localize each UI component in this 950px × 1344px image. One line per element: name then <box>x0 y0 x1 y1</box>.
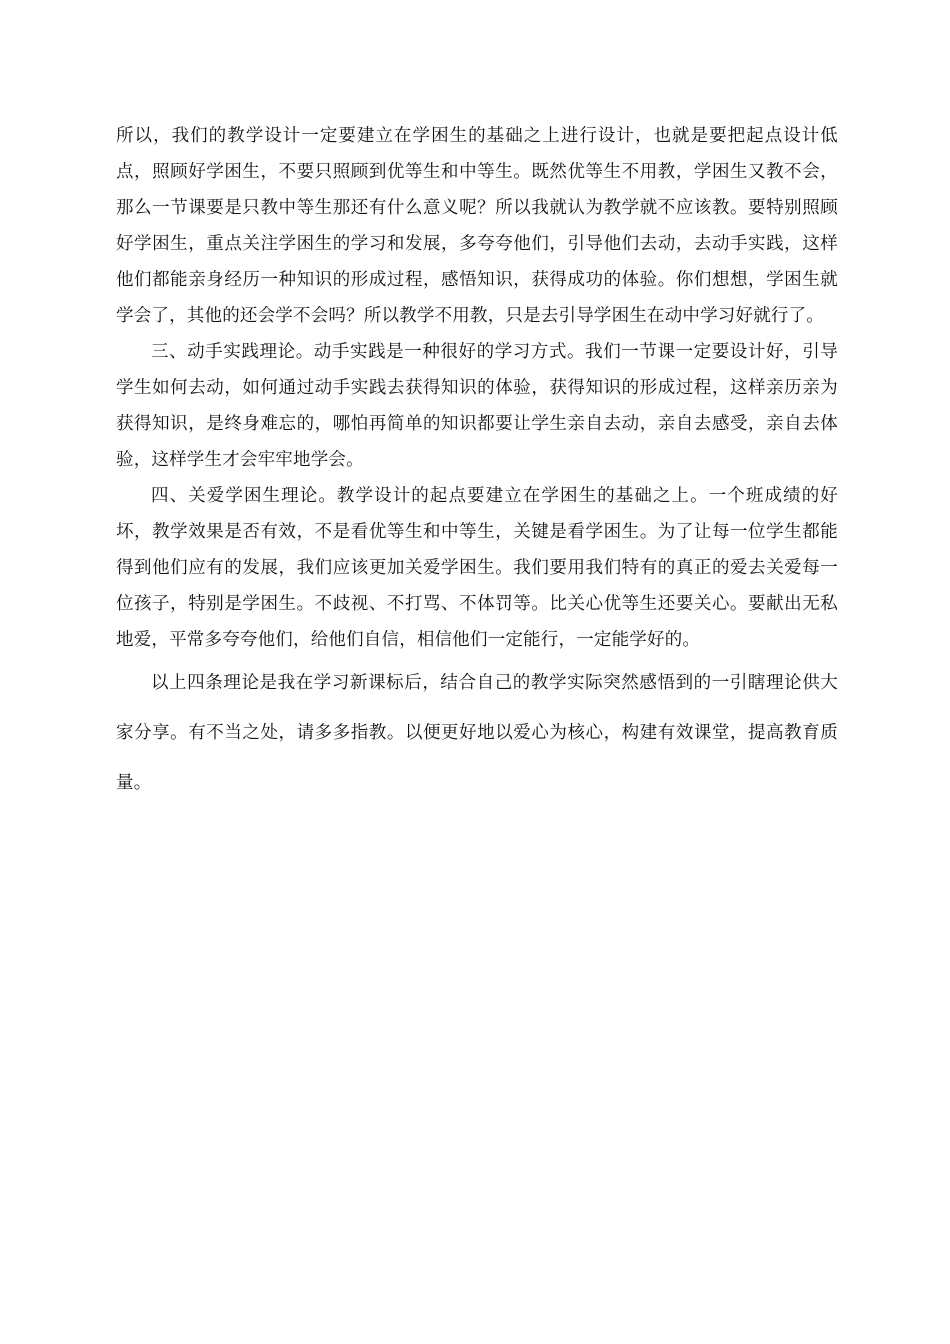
paragraph-continuation: 所以，我们的教学设计一定要建立在学困生的基础之上进行设计，也就是要把起点设计低点，照顾好学困生，不要只照顾到优等生和中等生。既然优等生不用教，学困生又教不会，那么一节课要是只教中等生那还有什么意义呢？所以我就认为教学就不应该教。要特别照顾好学困生，重点关注学困生的学习和发展，多夸夸他们，引导他们去动，去动手实践，这样他们都能亲身经历一种知识的形成过程，感悟知识，获得成功的体验。你们想想，学困生就学会了，其他的还会学不会吗？所以教学不用教，只是去引导学困生在动中学习好就行了。 <box>116 126 838 326</box>
paragraph-caring-struggling-students: 四、关爱学困生理论。教学设计的起点要建立在学困生的基础之上。一个班成绩的好坏，教学效果是否有效，不是看优等生和中等生，关键是看学困生。为了让每一位学生都能得到他们应有的发展，我们应该更加关爱学困生。我们要用我们特有的真正的爱去关爱每一位孩子，特别是学困生。不歧视、不打骂、不体罚等。比关心优等生还要关心。要献出无私地爱，平常多夸夸他们，给他们自信，相信他们一定能行，一定能学好的。 <box>116 486 838 650</box>
paragraph-conclusion: 以上四条理论是我在学习新课标后，结合自己的教学实际突然感悟到的一引瞎理论供大家分享。有不当之处，请多多指教。以便更好地以爱心为核心，构建有效课堂，提高教育质量。 <box>116 673 838 793</box>
paragraph-hands-on-practice: 三、动手实践理论。动手实践是一种很好的学习方式。我们一节课一定要设计好，引导学生如何去动，如何通过动手实践去获得知识的体验，获得知识的形成过程，这样亲历亲为获得知识，是终身难忘的，哪怕再简单的知识都要让学生亲自去动，亲自去感受，亲自去体验，这样学生才会牢牢地学会。 <box>116 342 838 470</box>
document-body <box>116 118 838 808</box>
